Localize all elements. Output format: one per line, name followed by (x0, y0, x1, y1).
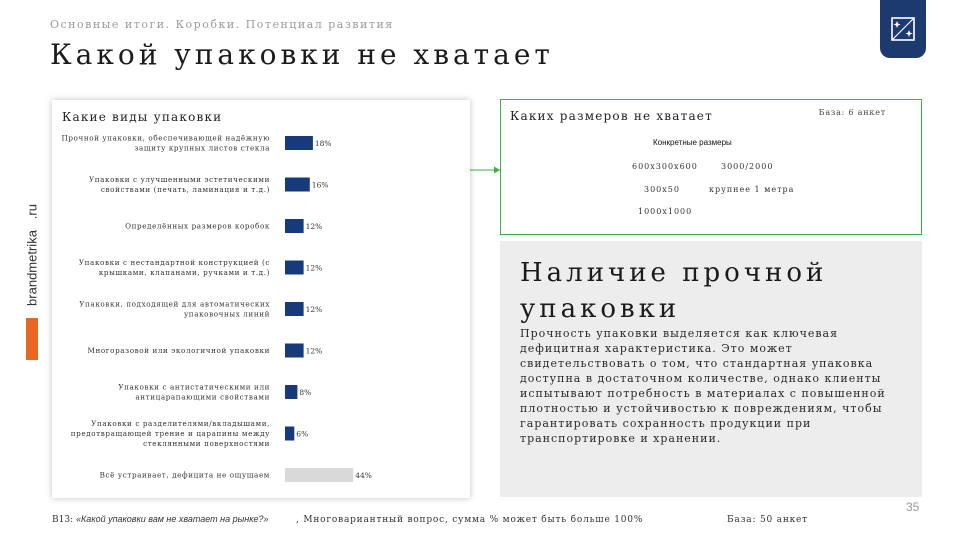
size-item: 600х300х600 (632, 162, 698, 171)
value-label: 12% (305, 305, 323, 314)
bar (285, 302, 304, 316)
sizes-base: База: 6 анкет (818, 108, 886, 117)
value-label: 44% (355, 471, 372, 480)
sizes-subtitle: Конкретные размеры (653, 138, 732, 147)
category-label: Упаковки с улучшенными эстетическими свойствами (печать, ламинация и т.д.) (88, 175, 270, 194)
brand-domain: .ru (24, 204, 40, 220)
brand-accent-bar (26, 318, 38, 360)
footer-note: , Многовариантный вопрос, сумма % может быть больше 100% (296, 515, 644, 525)
category-label: Упаковки с разделителями/вкладышами, предотвращающей трение и царапины между стеклянными поверхностями (70, 419, 270, 448)
bar-chart (52, 100, 470, 498)
value-label: 16% (311, 180, 329, 190)
value-label: 12% (305, 263, 323, 273)
bar (285, 261, 304, 275)
size-item: крупнее 1 метра (709, 185, 795, 194)
insight-heading: Наличие прочной упаковки (520, 258, 828, 324)
bar (285, 468, 353, 482)
footer-question: «Какой упаковки вам не хватает на рынке?» (76, 514, 269, 524)
bar (285, 344, 304, 358)
sizes-panel (500, 99, 922, 235)
bar (285, 178, 310, 192)
chart-panel (52, 100, 470, 498)
page-title: Какой упаковки не хватает (50, 38, 554, 71)
logo-badge (880, 0, 926, 58)
chart-title: Какие виды упаковки (62, 110, 223, 124)
insight-panel (500, 241, 922, 497)
frame-sparkle-icon (889, 15, 917, 43)
brand-wordmark (25, 204, 40, 306)
sizes-title: Каких размеров не хватает (510, 109, 713, 123)
size-item: 300х50 (644, 185, 680, 194)
page-number: 35 (906, 500, 920, 514)
value-label: 6% (296, 429, 309, 439)
bar (285, 219, 304, 233)
bar (285, 427, 294, 441)
size-item: 3000/2000 (721, 162, 774, 171)
category-label: Определённых размеров коробок (125, 221, 270, 231)
insight-body: Прочность упаковки выделяется как ключевая дефицитная характеристика. Это может свидетельствовать о том, что стандартная упаковка доступна в достаточном количестве, однако клиенты испытывают потребность в материалах с повышенной плотностью и устойчивостью к повреждениям, чтобы гарантировать сохранность продукции при транспортировке и хранении. (520, 327, 886, 445)
value-label: 12% (305, 346, 323, 356)
value-label: 8% (299, 388, 312, 397)
breadcrumb: Основные итоги. Коробки. Потенциал развития (50, 18, 394, 31)
category-label: Упаковки с антистатическими или антицарапающими свойствами (118, 382, 270, 402)
category-label: Упаковки с нестандартной конструкцией (с крышками, клапанами, ручками и т.д.) (78, 258, 270, 277)
value-label: 18% (314, 139, 332, 148)
category-label: Упаковки, подходящей для автоматических упаковочных линий (79, 299, 270, 319)
category-label: Всё устраивает, дефицита не ощущаем (99, 470, 270, 480)
size-item: 1000х1000 (638, 207, 693, 216)
category-label: Прочной упаковки, обеспечивающей надёжную защиту крупных листов стекла (61, 133, 270, 153)
footer-question-code: В13: (52, 515, 74, 525)
bar (285, 136, 313, 150)
category-label: Многоразовой или экологичной упаковки (87, 346, 270, 355)
value-label: 12% (305, 222, 323, 231)
brand-name: brandmetrika (24, 230, 40, 306)
bar (285, 385, 297, 399)
side-brand (22, 190, 42, 320)
footer-base: База: 50 анкет (727, 515, 808, 525)
